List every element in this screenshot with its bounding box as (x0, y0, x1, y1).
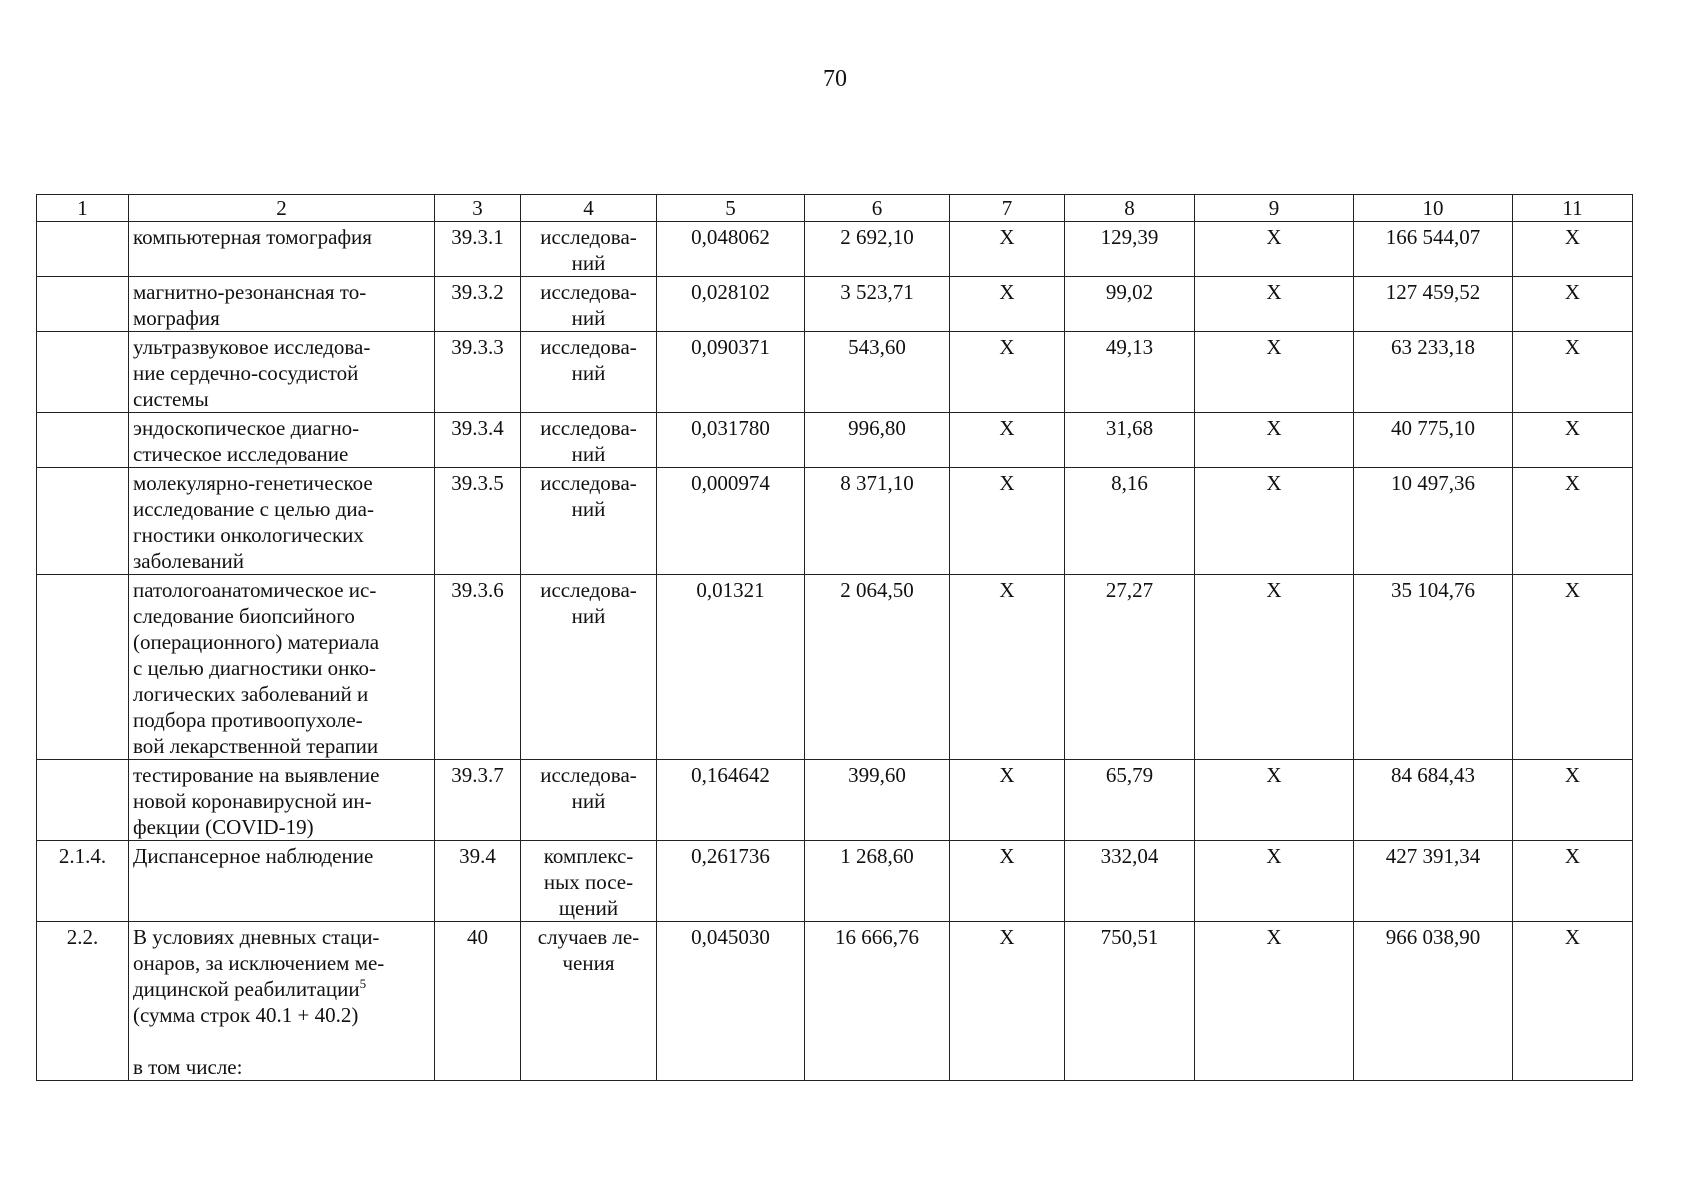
row-cell-11 (1513, 760, 1633, 841)
row-number-cell-text: 2.1.4. (58, 844, 107, 868)
row-cell-9 (1195, 222, 1354, 277)
row-cell-7 (950, 277, 1065, 332)
row-name-cell (129, 332, 435, 413)
row-code-cell-text: 39.3.4 (451, 416, 504, 440)
header-cell: 8 (1065, 195, 1195, 222)
row-cell-9-text: X (1266, 578, 1282, 602)
table-row (37, 332, 1633, 413)
row-cell-8-text: 31,68 (1105, 416, 1154, 440)
row-cell-7-text: X (999, 335, 1015, 359)
row-cell-7 (950, 413, 1065, 468)
row-cell-9-text: X (1266, 925, 1282, 949)
row-name-text: В условиях дневных стаци- онаров, за исключением ме- дицинской реабилитации (133, 925, 385, 1001)
row-unit-cell-text: исследова- ний (540, 416, 637, 466)
row-code-cell-text: 40 (467, 925, 488, 949)
row-cell-11-text: X (1564, 471, 1581, 495)
row-unit-cell-text: случаев ле- чения (537, 925, 640, 975)
row-cell-7 (950, 922, 1065, 1081)
row-cell-8 (1065, 277, 1195, 332)
row-name-cell (129, 222, 435, 277)
row-cell-8-text: 27,27 (1105, 578, 1154, 602)
row-unit-cell-text: комплекс- ных посе- щений (543, 844, 634, 920)
row-cell-10 (1354, 575, 1513, 760)
row-cell-10 (1354, 413, 1513, 468)
row-cell-5-text: 0,031780 (691, 416, 770, 440)
row-cell-6-text: 996,80 (848, 416, 906, 440)
header-cell: 10 (1354, 195, 1513, 222)
row-name-cell-text: компьютерная томография (133, 225, 372, 249)
row-cell-8-text: 65,79 (1105, 763, 1154, 787)
row-cell-6-text: 1 268,60 (840, 844, 914, 868)
row-name-cell (129, 841, 435, 922)
row-cell-11-text: X (1564, 763, 1581, 787)
row-cell-11-text: X (1564, 844, 1581, 868)
row-cell-8 (1065, 332, 1195, 413)
row-cell-6 (805, 222, 950, 277)
row-cell-10-text: 40 775,10 (1391, 416, 1475, 440)
row-cell-11-text: X (1564, 335, 1581, 359)
row-code-cell (435, 575, 521, 760)
spacer (133, 1028, 430, 1054)
row-cell-5 (657, 841, 805, 922)
row-cell-7-text: X (999, 763, 1015, 787)
row-cell-9-text: X (1266, 416, 1282, 440)
row-cell-8-text: 99,02 (1105, 280, 1154, 304)
row-number-cell (37, 922, 129, 1081)
row-cell-5-text: 0,261736 (691, 844, 770, 868)
row-cell-8 (1065, 222, 1195, 277)
table-row (37, 222, 1633, 277)
row-name-cell (129, 575, 435, 760)
row-cell-7-text: X (999, 925, 1015, 949)
row-unit-cell-text: исследова- ний (540, 335, 637, 385)
row-unit-cell-text: исследова- ний (540, 578, 637, 628)
row-cell-7 (950, 841, 1065, 922)
row-code-cell (435, 332, 521, 413)
row-name-cell (129, 922, 435, 1081)
row-cell-5 (657, 922, 805, 1081)
row-unit-cell-text: исследова- ний (540, 763, 637, 813)
row-name-cell (129, 277, 435, 332)
row-cell-9-text: X (1266, 844, 1282, 868)
row-cell-10 (1354, 841, 1513, 922)
row-code-cell-text: 39.3.2 (451, 280, 504, 304)
row-number-cell (37, 575, 129, 760)
row-cell-9 (1195, 922, 1354, 1081)
row-name-cell-text: ультразвуковое исследова- ние сердечно-сосудистой системы (133, 335, 371, 411)
row-cell-10 (1354, 468, 1513, 575)
row-cell-7-text: X (999, 280, 1015, 304)
row-cell-11 (1513, 332, 1633, 413)
row-name-cell-text: Диспансерное наблюдение (133, 844, 374, 868)
row-cell-11 (1513, 575, 1633, 760)
row-cell-11-text: X (1564, 578, 1581, 602)
row-name-tail: в том числе: (133, 1055, 243, 1079)
row-cell-9 (1195, 468, 1354, 575)
row-cell-7 (950, 332, 1065, 413)
row-name-cell-text: молекулярно-генетическое исследование с целью диа- гностики онкологических заболеваний (133, 471, 374, 573)
row-cell-9-text: X (1266, 335, 1282, 359)
row-name-extra: (сумма строк 40.1 + 40.2) (133, 1003, 359, 1027)
row-cell-11-text: X (1564, 925, 1581, 949)
row-number-cell (37, 277, 129, 332)
row-cell-10-text: 427 391,34 (1385, 844, 1481, 868)
row-cell-11 (1513, 922, 1633, 1081)
row-cell-9-text: X (1266, 280, 1282, 304)
row-name-cell (129, 760, 435, 841)
row-name-cell (129, 468, 435, 575)
row-cell-9-text: X (1266, 471, 1282, 495)
row-unit-cell (521, 222, 657, 277)
row-cell-9 (1195, 841, 1354, 922)
row-cell-7 (950, 468, 1065, 575)
row-cell-10-text: 35 104,76 (1391, 578, 1475, 602)
row-cell-5-text: 0,090371 (691, 335, 770, 359)
header-cell: 6 (805, 195, 950, 222)
row-cell-11 (1513, 468, 1633, 575)
row-code-cell-text: 39.3.7 (451, 763, 504, 787)
row-cell-10 (1354, 760, 1513, 841)
row-cell-7-text: X (999, 416, 1015, 440)
row-cell-9 (1195, 277, 1354, 332)
row-cell-8-text: 332,04 (1100, 844, 1159, 868)
row-cell-5 (657, 760, 805, 841)
header-cell: 3 (435, 195, 521, 222)
row-cell-10 (1354, 277, 1513, 332)
row-unit-cell (521, 760, 657, 841)
row-cell-5-text: 0,000974 (691, 471, 770, 495)
data-table (36, 194, 1633, 1081)
row-cell-10-text: 63 233,18 (1391, 335, 1475, 359)
row-code-cell (435, 222, 521, 277)
row-number-cell (37, 468, 129, 575)
row-cell-9-text: X (1266, 225, 1282, 249)
row-name-cell-text: тестирование на выявление новой коронавирусной ин- фекции (COVID-19) (133, 763, 380, 839)
row-cell-5 (657, 468, 805, 575)
row-cell-8 (1065, 922, 1195, 1081)
row-cell-7 (950, 575, 1065, 760)
row-cell-10 (1354, 332, 1513, 413)
row-cell-7-text: X (999, 471, 1015, 495)
row-cell-5 (657, 222, 805, 277)
table-row (37, 468, 1633, 575)
row-unit-cell-text: исследова- ний (540, 225, 637, 275)
row-cell-5 (657, 332, 805, 413)
row-cell-10-text: 10 497,36 (1391, 471, 1475, 495)
row-cell-9 (1195, 760, 1354, 841)
header-cell: 2 (129, 195, 435, 222)
row-cell-8 (1065, 413, 1195, 468)
table-row (37, 413, 1633, 468)
row-cell-9 (1195, 413, 1354, 468)
row-cell-11 (1513, 841, 1633, 922)
row-cell-5-text: 0,01321 (696, 578, 765, 602)
row-cell-7 (950, 760, 1065, 841)
row-cell-5 (657, 413, 805, 468)
table-row (37, 575, 1633, 760)
header-cell: 4 (521, 195, 657, 222)
row-code-cell-text: 39.3.3 (451, 335, 504, 359)
row-cell-11-text: X (1564, 416, 1581, 440)
row-unit-cell-text: исследова- ний (540, 471, 637, 521)
row-name-cell (129, 413, 435, 468)
row-unit-cell (521, 841, 657, 922)
row-cell-8 (1065, 468, 1195, 575)
row-cell-6-text: 543,60 (848, 335, 906, 359)
row-cell-10-text: 127 459,52 (1385, 280, 1481, 304)
row-cell-6-text: 2 692,10 (840, 225, 914, 249)
row-cell-10 (1354, 922, 1513, 1081)
row-code-cell (435, 277, 521, 332)
header-cell: 1 (37, 195, 129, 222)
row-cell-8-text: 750,51 (1100, 925, 1159, 949)
row-number-cell (37, 222, 129, 277)
row-cell-6-text: 3 523,71 (840, 280, 914, 304)
row-number-cell (37, 413, 129, 468)
row-cell-5-text: 0,028102 (691, 280, 770, 304)
row-code-cell (435, 468, 521, 575)
row-number-cell (37, 760, 129, 841)
row-cell-11 (1513, 222, 1633, 277)
row-cell-6-text: 399,60 (848, 763, 906, 787)
row-code-cell (435, 922, 521, 1081)
footnote-marker: 5 (359, 976, 367, 991)
row-unit-cell (521, 922, 657, 1081)
row-cell-10-text: 966 038,90 (1385, 925, 1481, 949)
table-row (37, 760, 1633, 841)
row-number-cell-text: 2.2. (66, 925, 99, 949)
row-unit-cell-text: исследова- ний (540, 280, 637, 330)
row-code-cell-text: 39.4 (459, 844, 496, 868)
row-cell-6-text: 16 666,76 (835, 925, 919, 949)
row-unit-cell (521, 332, 657, 413)
table-row (37, 922, 1633, 1081)
row-name-cell-text: магнитно-резонансная то- мография (133, 280, 367, 330)
header-cell: 7 (950, 195, 1065, 222)
row-number-cell (37, 332, 129, 413)
row-code-cell (435, 760, 521, 841)
row-cell-5-text: 0,045030 (691, 925, 770, 949)
row-cell-10 (1354, 222, 1513, 277)
row-cell-7-text: X (999, 844, 1015, 868)
row-code-cell (435, 413, 521, 468)
row-cell-9 (1195, 332, 1354, 413)
row-cell-8-text: 49,13 (1105, 335, 1154, 359)
row-cell-7-text: X (999, 225, 1015, 249)
row-number-cell (37, 841, 129, 922)
header-cell: 11 (1513, 195, 1633, 222)
table-row (37, 841, 1633, 922)
row-unit-cell (521, 575, 657, 760)
row-cell-8-text: 129,39 (1100, 225, 1159, 249)
row-unit-cell (521, 413, 657, 468)
row-cell-7 (950, 222, 1065, 277)
header-cell: 5 (657, 195, 805, 222)
row-cell-6 (805, 760, 950, 841)
row-unit-cell (521, 277, 657, 332)
row-cell-5-text: 0,164642 (691, 763, 770, 787)
row-cell-11 (1513, 277, 1633, 332)
row-name-cell-text: эндоскопическое диагно- стическое исследование (133, 416, 360, 466)
row-code-cell-text: 39.3.1 (451, 225, 504, 249)
row-cell-7-text: X (999, 578, 1015, 602)
row-cell-11-text: X (1564, 280, 1581, 304)
row-cell-5 (657, 277, 805, 332)
row-cell-6 (805, 277, 950, 332)
row-cell-8 (1065, 841, 1195, 922)
row-cell-8 (1065, 760, 1195, 841)
row-cell-9-text: X (1266, 763, 1282, 787)
row-code-cell-text: 39.3.5 (451, 471, 504, 495)
table-row (37, 277, 1633, 332)
row-cell-8-text: 8,16 (1111, 471, 1148, 495)
row-cell-6 (805, 575, 950, 760)
row-cell-10-text: 84 684,43 (1391, 763, 1475, 787)
row-cell-9 (1195, 575, 1354, 760)
row-unit-cell (521, 468, 657, 575)
row-name-cell-text: патологоанатомическое ис- следование биопсийного (операционного) материала с целью диагностики онко- логических заболеваний и подбора противоопухоле- вой лекарственной терапии (133, 578, 380, 758)
row-cell-6-text: 8 371,10 (840, 471, 914, 495)
row-cell-6 (805, 332, 950, 413)
row-cell-5 (657, 575, 805, 760)
table-header-row (37, 195, 1633, 222)
row-cell-10-text: 166 544,07 (1385, 225, 1481, 249)
row-cell-11-text: X (1564, 225, 1581, 249)
row-cell-5-text: 0,048062 (691, 225, 770, 249)
row-cell-6 (805, 841, 950, 922)
row-code-cell (435, 841, 521, 922)
header-cell: 9 (1195, 195, 1354, 222)
page-number: 70 (823, 66, 847, 92)
row-cell-6 (805, 468, 950, 575)
row-cell-8 (1065, 575, 1195, 760)
row-cell-6 (805, 922, 950, 1081)
row-cell-11 (1513, 413, 1633, 468)
row-cell-6-text: 2 064,50 (840, 578, 914, 602)
row-cell-6 (805, 413, 950, 468)
row-code-cell-text: 39.3.6 (451, 578, 504, 602)
